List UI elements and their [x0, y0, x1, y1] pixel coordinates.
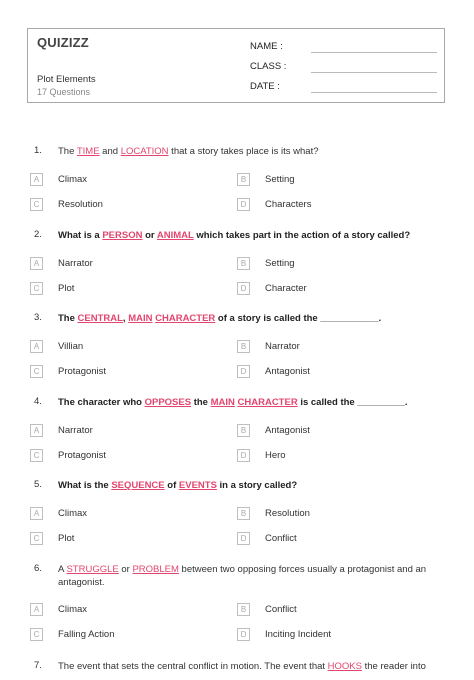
- option-letter-box: C: [30, 449, 43, 462]
- class-label: CLASS :: [250, 61, 287, 72]
- question-text-segment: The character who: [58, 397, 145, 408]
- question-text-segment: and: [99, 146, 121, 157]
- question-number: 5.: [34, 479, 42, 490]
- question-text: [58, 660, 448, 673]
- question-3: [0, 312, 474, 332]
- keyword-highlight: HOOKS: [327, 661, 362, 672]
- question-number: 6.: [34, 563, 42, 574]
- option-letter-box: B: [237, 603, 250, 616]
- option-text: Antagonist: [265, 425, 310, 436]
- option-text: Falling Action: [58, 629, 115, 640]
- option-text: Narrator: [58, 258, 93, 269]
- question-text-segment: that a story takes place is its what?: [168, 146, 319, 157]
- question-text-segment: is called the _________.: [297, 397, 408, 408]
- keyword-highlight: CHARACTER: [237, 397, 298, 408]
- question-text-segment: in a story called?: [216, 480, 298, 491]
- keyword-highlight: LOCATION: [120, 146, 169, 157]
- question-1: [0, 145, 474, 165]
- question-4: [0, 396, 474, 416]
- option-text: Inciting Incident: [265, 629, 332, 640]
- question-text-segment: of: [164, 480, 179, 491]
- option-letter-box: A: [30, 424, 43, 437]
- question-text-segment: the reader into: [361, 661, 426, 672]
- keyword-highlight: SEQUENCE: [111, 480, 165, 491]
- option-letter-box: A: [30, 257, 43, 270]
- option-text: Resolution: [58, 199, 103, 210]
- option-text: Resolution: [265, 508, 310, 519]
- question-text-segment: of a story is called the ___________.: [215, 313, 382, 324]
- option-letter-box: C: [30, 365, 43, 378]
- question-number: 3.: [34, 312, 42, 323]
- keyword-highlight: OPPOSES: [144, 397, 192, 408]
- option-text: Climax: [58, 174, 88, 185]
- option-letter-box: D: [237, 282, 250, 295]
- option-text: Climax: [58, 604, 88, 615]
- option-text: Setting: [265, 174, 295, 185]
- class-line: [311, 72, 437, 73]
- option-letter-box: D: [237, 365, 250, 378]
- keyword-highlight: MAIN: [210, 397, 235, 408]
- option-letter-box: D: [237, 449, 250, 462]
- option-text: Plot: [58, 533, 75, 544]
- question-text: [58, 479, 448, 492]
- option-text: Conflict: [265, 533, 297, 544]
- question-text: [58, 563, 448, 589]
- question-text-segment: or: [142, 230, 157, 241]
- option-letter-box: A: [30, 173, 43, 186]
- option-text: Villian: [58, 341, 84, 352]
- question-5: [0, 479, 474, 499]
- option-letter-box: C: [30, 532, 43, 545]
- option-letter-box: B: [237, 507, 250, 520]
- option-letter-box: B: [237, 257, 250, 270]
- question-number: 1.: [34, 145, 42, 156]
- date-field[interactable]: [250, 81, 280, 92]
- keyword-highlight: ANIMAL: [156, 230, 194, 241]
- option-letter-box: C: [30, 282, 43, 295]
- option-letter-box: B: [237, 173, 250, 186]
- option-letter-box: B: [237, 340, 250, 353]
- keyword-highlight: MAIN: [128, 313, 153, 324]
- question-text-segment: A: [58, 564, 67, 575]
- question-count: 17 Questions: [37, 87, 91, 97]
- option-text: Characters: [265, 199, 312, 210]
- option-text: Hero: [265, 450, 286, 461]
- option-letter-box: C: [30, 198, 43, 211]
- option-letter-box: C: [30, 628, 43, 641]
- option-text: Plot: [58, 283, 75, 294]
- name-field[interactable]: [250, 41, 283, 52]
- class-field[interactable]: [250, 61, 286, 72]
- option-text: Character: [265, 283, 307, 294]
- keyword-highlight: STRUGGLE: [66, 564, 119, 575]
- question-text-segment: the: [191, 397, 211, 408]
- option-text: Setting: [265, 258, 295, 269]
- question-text-segment: ,: [122, 313, 129, 324]
- question-text-segment: What is a: [58, 230, 103, 241]
- option-text: Narrator: [265, 341, 300, 352]
- question-text-segment: between two opposing forces usually a protagonist and an antagonist.: [58, 564, 427, 588]
- question-number: 2.: [34, 229, 42, 240]
- option-text: Protagonist: [58, 450, 107, 461]
- question-text-segment: or: [118, 564, 133, 575]
- question-6: [0, 563, 474, 588]
- option-letter-box: A: [30, 603, 43, 616]
- option-text: Climax: [58, 508, 88, 519]
- option-letter-box: A: [30, 507, 43, 520]
- option-text: Antagonist: [265, 366, 310, 377]
- option-letter-box: D: [237, 532, 250, 545]
- question-text-segment: The: [58, 146, 77, 157]
- question-2: [0, 229, 474, 249]
- question-text-segment: The: [58, 313, 78, 324]
- option-letter-box: D: [237, 198, 250, 211]
- worksheet-header: [27, 28, 445, 103]
- question-text: [58, 229, 448, 242]
- keyword-highlight: CENTRAL: [77, 313, 123, 324]
- question-number: 4.: [34, 396, 42, 407]
- date-line: [311, 92, 437, 93]
- question-text-segment: which takes part in the action of a story called?: [193, 230, 411, 241]
- option-letter-box: A: [30, 340, 43, 353]
- option-text: Protagonist: [58, 366, 107, 377]
- keyword-highlight: PERSON: [102, 230, 143, 241]
- quizizz-logo: QUIZIZZ: [37, 35, 89, 50]
- keyword-highlight: CHARACTER: [155, 313, 216, 324]
- option-letter-box: B: [237, 424, 250, 437]
- name-label: NAME :: [250, 41, 283, 52]
- date-label: DATE :: [250, 81, 280, 92]
- question-text: [58, 396, 448, 409]
- question-text: [58, 145, 448, 158]
- question-text-segment: The event that sets the central conflict in motion. The event that: [58, 661, 328, 672]
- option-letter-box: D: [237, 628, 250, 641]
- question-number: 7.: [34, 660, 42, 671]
- name-line: [311, 52, 437, 53]
- option-text: Narrator: [58, 425, 93, 436]
- keyword-highlight: TIME: [76, 146, 100, 157]
- option-text: Conflict: [265, 604, 297, 615]
- question-text-segment: What is the: [58, 480, 112, 491]
- keyword-highlight: PROBLEM: [132, 564, 179, 575]
- keyword-highlight: EVENTS: [178, 480, 217, 491]
- question-7: [0, 660, 474, 680]
- question-text: [58, 312, 448, 325]
- worksheet-title: Plot Elements: [37, 74, 96, 85]
